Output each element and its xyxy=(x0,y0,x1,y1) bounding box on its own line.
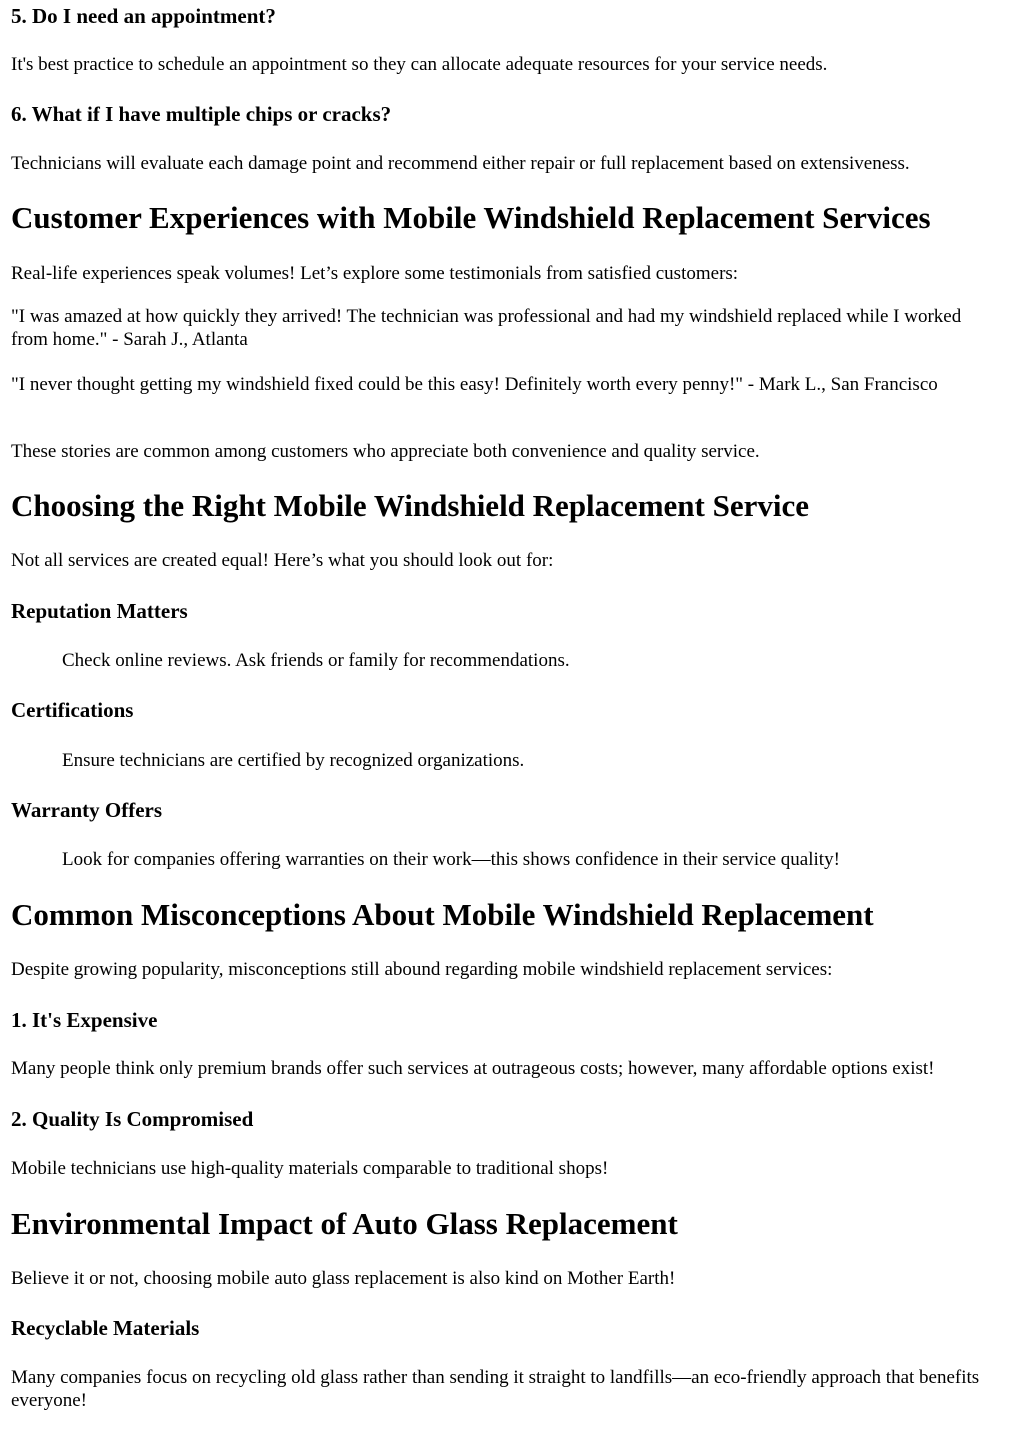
misconception-expensive-heading: 1. It's Expensive xyxy=(11,1008,158,1032)
certifications-heading: Certifications xyxy=(11,698,134,722)
customer-experiences-intro: Real-life experiences speak volumes! Let’s explore some testimonials from satisfied customers: xyxy=(11,263,739,284)
customer-experiences-outro: These stories are common among customers who appreciate both convenience and quality service. xyxy=(11,441,760,462)
testimonial: "I was amazed at how quickly they arrived! The technician was professional and had my windshield replaced while I worked from home." - Sarah J., Atlanta xyxy=(11,306,962,350)
faq-question-5: 5. Do I need an appointment? xyxy=(11,4,276,28)
warranty-heading: Warranty Offers xyxy=(11,798,163,822)
recyclable-materials-text: Many companies focus on recycling old glass rather than sending it straight to landfills—an eco-friendly approach that benefits everyone! xyxy=(11,1367,980,1411)
recyclable-materials-heading: Recyclable Materials xyxy=(11,1316,200,1340)
misconceptions-intro: Despite growing popularity, misconceptions still abound regarding mobile windshield replacement services: xyxy=(11,959,833,980)
choosing-service-heading: Choosing the Right Mobile Windshield Replacement Service xyxy=(11,488,809,523)
misconception-expensive-text: Many people think only premium brands offer such services at outrageous costs; however, many affordable options exist! xyxy=(11,1058,935,1079)
faq-answer-5: It's best practice to schedule an appointment so they can allocate adequate resources for your service needs. xyxy=(11,54,828,75)
certifications-text: Ensure technicians are certified by recognized organizations. xyxy=(62,750,525,771)
environment-intro: Believe it or not, choosing mobile auto glass replacement is also kind on Mother Earth! xyxy=(11,1268,676,1289)
faq-answer-6: Technicians will evaluate each damage point and recommend either repair or full replacement based on extensiveness. xyxy=(11,153,910,174)
environment-heading: Environmental Impact of Auto Glass Replacement xyxy=(11,1206,678,1241)
reputation-heading: Reputation Matters xyxy=(11,599,188,623)
misconception-quality-text: Mobile technicians use high-quality materials comparable to traditional shops! xyxy=(11,1158,609,1179)
misconceptions-heading: Common Misconceptions About Mobile Windshield Replacement xyxy=(11,897,874,932)
customer-experiences-heading: Customer Experiences with Mobile Windshield Replacement Services xyxy=(11,200,931,235)
warranty-text: Look for companies offering warranties on their work—this shows confidence in their service quality! xyxy=(62,849,840,870)
choosing-service-intro: Not all services are created equal! Here’s what you should look out for: xyxy=(11,550,554,571)
misconception-quality-heading: 2. Quality Is Compromised xyxy=(11,1107,254,1131)
faq-question-6: 6. What if I have multiple chips or cracks? xyxy=(11,102,392,126)
reputation-text: Check online reviews. Ask friends or family for recommendations. xyxy=(62,650,570,671)
testimonial: "I never thought getting my windshield fixed could be this easy! Definitely worth every penny!" - Mark L., San Francisco xyxy=(11,374,938,395)
